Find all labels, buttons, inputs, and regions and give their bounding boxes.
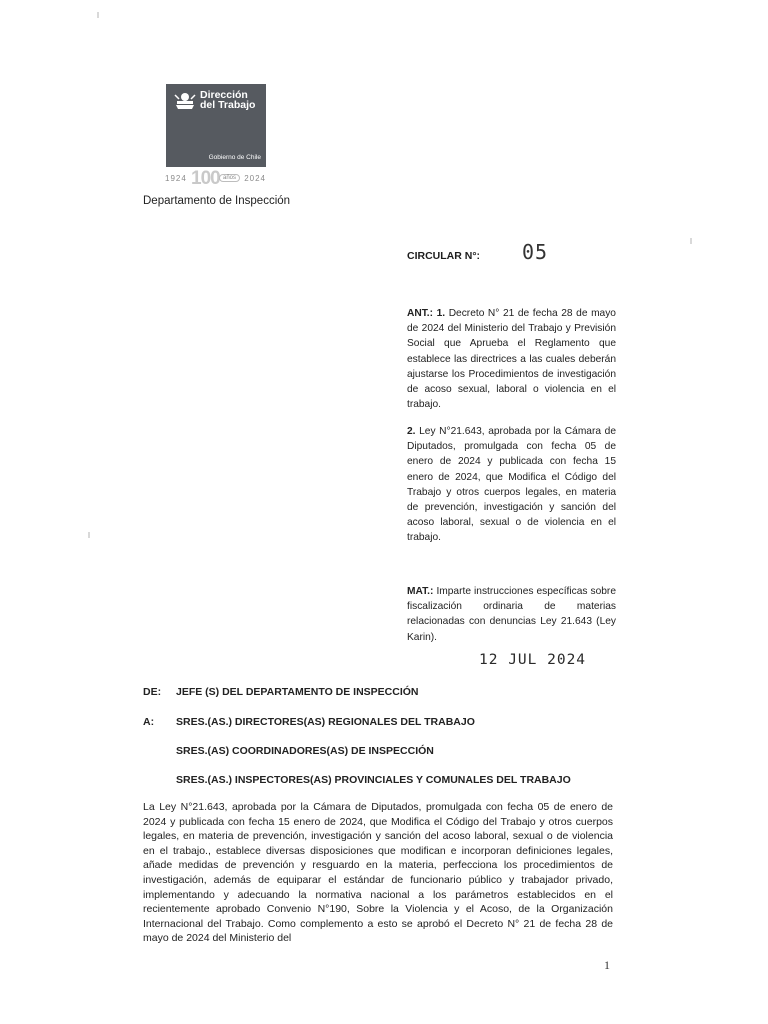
centenary-anos: años [219,174,240,182]
matter [407,584,616,645]
logo-title-line2: del Trabajo [200,99,256,111]
ant-item2-text: Ley N°21.643, aprobada por la Cámara de Diputados, promulgada con fecha 05 de enero de 2024 y publicada con fecha 15 enero de 2024, que Modifica el Código del Trabajo y otros cuerpos legales, en materia de prevención, investigación y sanción del acoso laboral, sexual o de violencia en el trabajo. [407,426,616,544]
ant-item1-number: 1. [436,308,446,319]
centenary-year-start: 1924 [165,174,187,183]
from-label: DE: [143,686,162,698]
date-stamp: 12 JUL 2024 [479,652,587,668]
to-inspectores: SRES.(AS.) INSPECTORES(AS) PROVINCIALES Y COMUNALES DEL TRABAJO [176,774,571,786]
to-label: A: [143,716,155,728]
mat-text: Imparte instrucciones específicas sobre fiscalización ordinaria de materias relacionadas con denuncias Ley 21.643 (Ley Karin). [407,586,616,643]
to-coordinadores: SRES.(AS) COORDINADORES(AS) DE INSPECCIÓN [176,745,434,757]
circular-label: CIRCULAR N°: [407,250,481,262]
to-directores: SRES.(AS.) DIRECTORES(AS) REGIONALES DEL TRABAJO [176,716,475,728]
centenary-number: 100 [191,168,220,189]
scan-mark [690,238,692,244]
department-name: Departamento de Inspección [143,195,291,207]
mat-label: MAT.: [407,586,434,597]
body-paragraph: La Ley N°21.643, aprobada por la Cámara de Diputados, promulgada con fecha 05 de enero de 2024 y publicada con fecha 15 enero de 2024, que Modifica el Código del Trabajo y otros cuerpos legales, en materia de prevención, investigación y sanción del acoso laboral, sexual o de violencia en el trabajo., establece diversas disposiciones que modifican e incorporan definiciones legales, añade medidas de prevención y resguardo en la materia, perfecciona los procedimientos de investigación, además de equiparar el estándar de funcionario público y trabajador privado, implementando y adecuando la normativa nacional a los parámetros establecidos en el recientemente aprobado Convenio N°190, Sobre la Violencia y el Acoso, de la Organización Internacional del Trabajo. Como complemento a esto se aprobó el Decreto N° 21 de fecha 28 de mayo de 2024 del Ministerio del [143,801,613,945]
from-value: JEFE (S) DEL DEPARTAMENTO DE INSPECCIÓN [176,686,419,698]
centenary-year-end: 2024 [244,174,266,183]
circular-number: 05 [522,240,549,264]
ant-item1-text: Decreto N° 21 de fecha 28 de mayo de 2024 del Ministerio del Trabajo y Previsión Social que Aprueba el Reglamento que establece las directrices a las cuales deberán ajustarse los Procedimientos de investigación de acoso sexual, laboral o violencia en el trabajo. [407,308,616,411]
scan-mark [88,532,90,538]
direccion-del-trabajo-logo [166,84,266,167]
logo-gobierno-text: Gobierno de Chile [208,154,261,161]
antecedent-2 [407,424,616,546]
scan-mark [97,12,99,18]
logo-title-line1: Dirección [200,89,248,101]
ant-label: ANT.: [407,308,434,319]
logo-title [200,90,255,110]
ant-item2-number: 2. [407,426,416,437]
page-number: 1 [604,958,610,972]
centenary-badge [164,168,268,190]
chilean-crest-icon [173,90,197,110]
antecedent-1 [407,306,616,412]
